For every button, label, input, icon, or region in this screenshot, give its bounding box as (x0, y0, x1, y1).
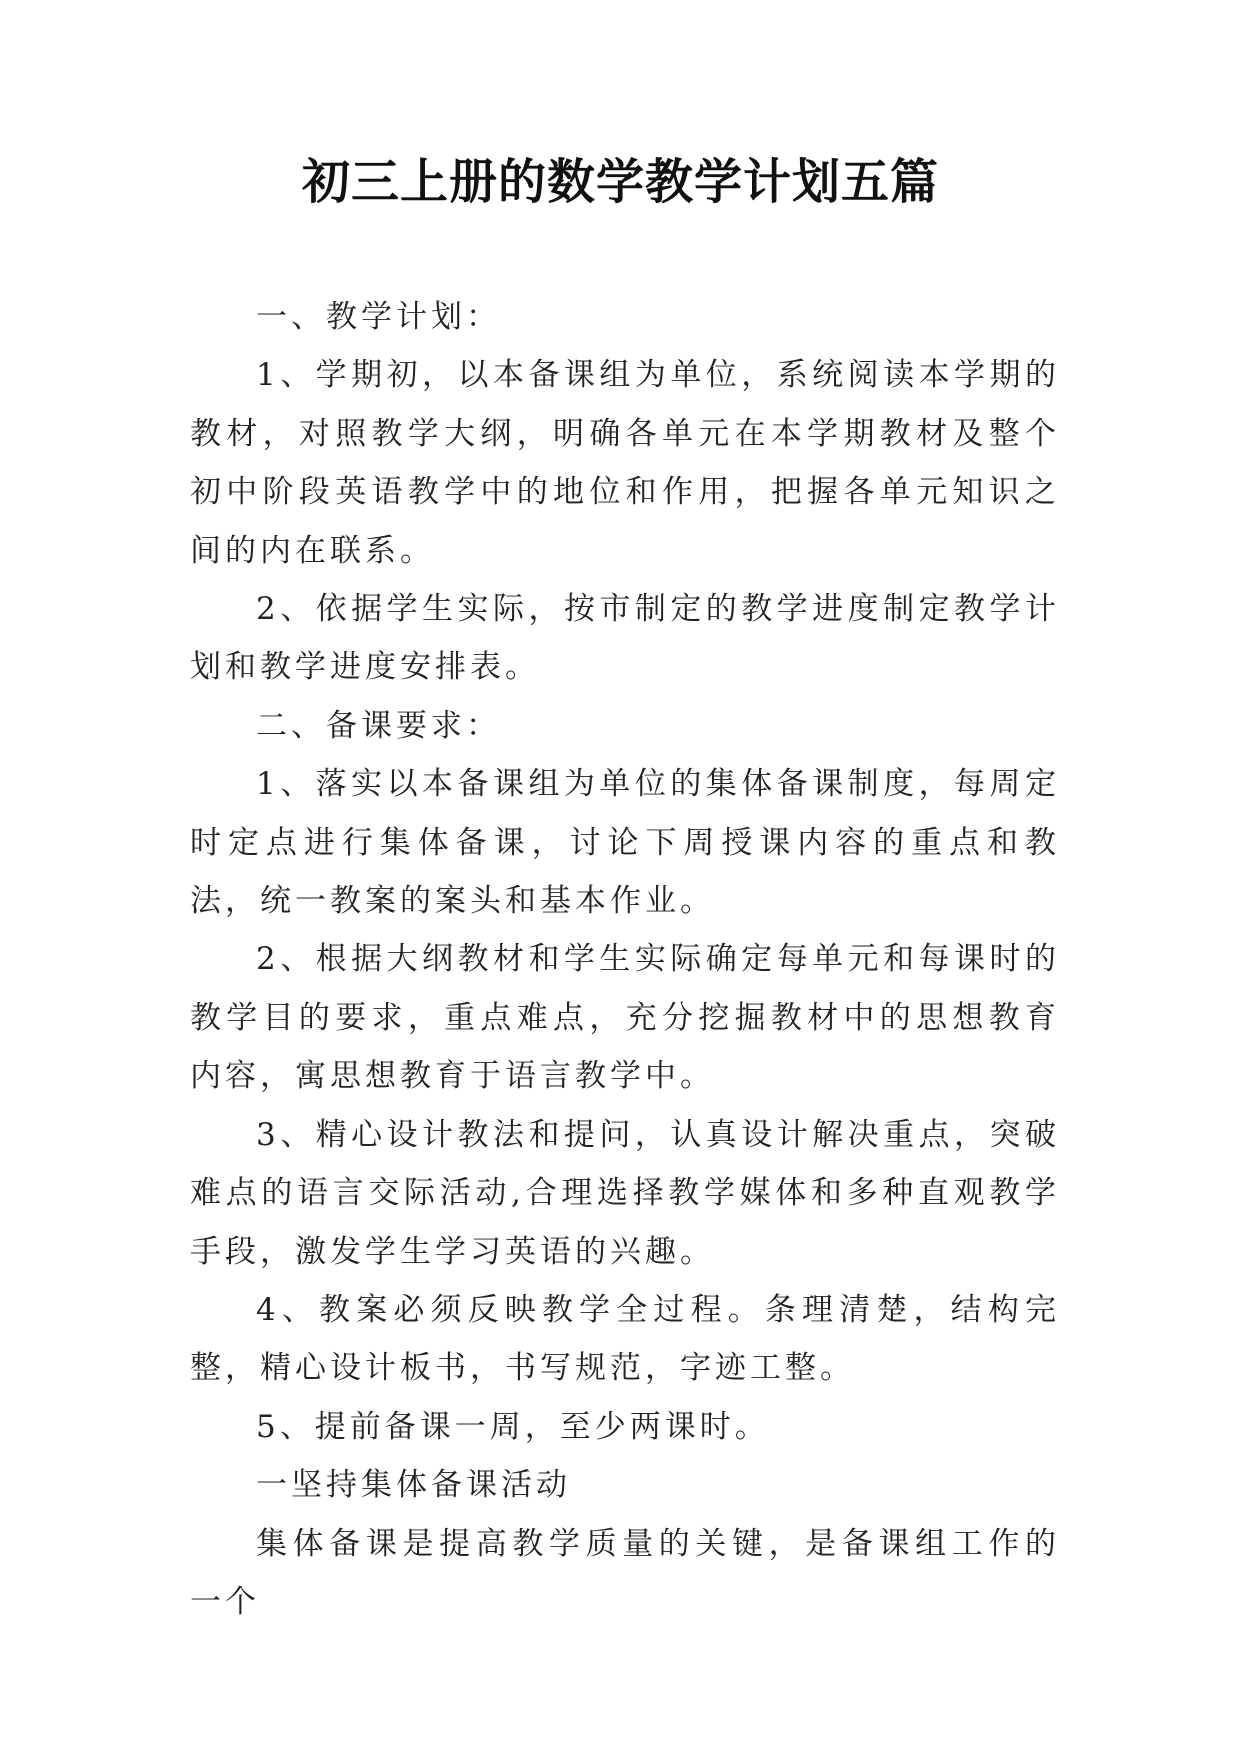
document-title: 初三上册的数学教学计划五篇 (301, 154, 939, 210)
paragraph: 4、教案必须反映教学全过程。条理清楚，结构完整，精心设计板书，书写规范，字迹工整。 (190, 1291, 1060, 1387)
paragraph: 集体备课是提高教学质量的关键，是备课组工作的一个 (190, 1525, 1060, 1620)
paragraph: 1、落实以本备课组为单位的集体备课制度，每周定时定点进行集体备课，讨论下周授课内容的重点和教法，统一教案的案头和基本作业。 (190, 766, 1060, 920)
section-heading-lesson-prep: 二、备课要求： (256, 707, 501, 744)
paragraph: 1、学期初，以本备课组为单位，系统阅读本学期的教材，对照教学大纲，明确各单元在本学期教材及整个初中阶段英语教学中的地位和作用，把握各单元知识之间的内在联系。 (190, 357, 1060, 569)
document-body (190, 288, 1060, 1631)
paragraph: 2、依据学生实际，按市制定的教学进度制定教学计划和教学进度安排表。 (190, 591, 1060, 686)
section-heading-teaching-plan: 一、教学计划： (256, 299, 501, 335)
paragraph: 3、精心设计教法和提问，认真设计解决重点，突破难点的语言交际活动,合理选择教学媒体和多种直观教学手段，激发学生学习英语的兴趣。 (190, 1116, 1060, 1270)
paragraph: 2、根据大纲教材和学生实际确定每单元和每课时的教学目的要求，重点难点，充分挖掘教材中的思想教育内容，寓思想教育于语言教学中。 (190, 941, 1060, 1095)
subheading-collective-prep: 一坚持集体备课活动 (256, 1467, 571, 1504)
paragraph: 5、提前备课一周，至少两课时。 (256, 1408, 770, 1445)
